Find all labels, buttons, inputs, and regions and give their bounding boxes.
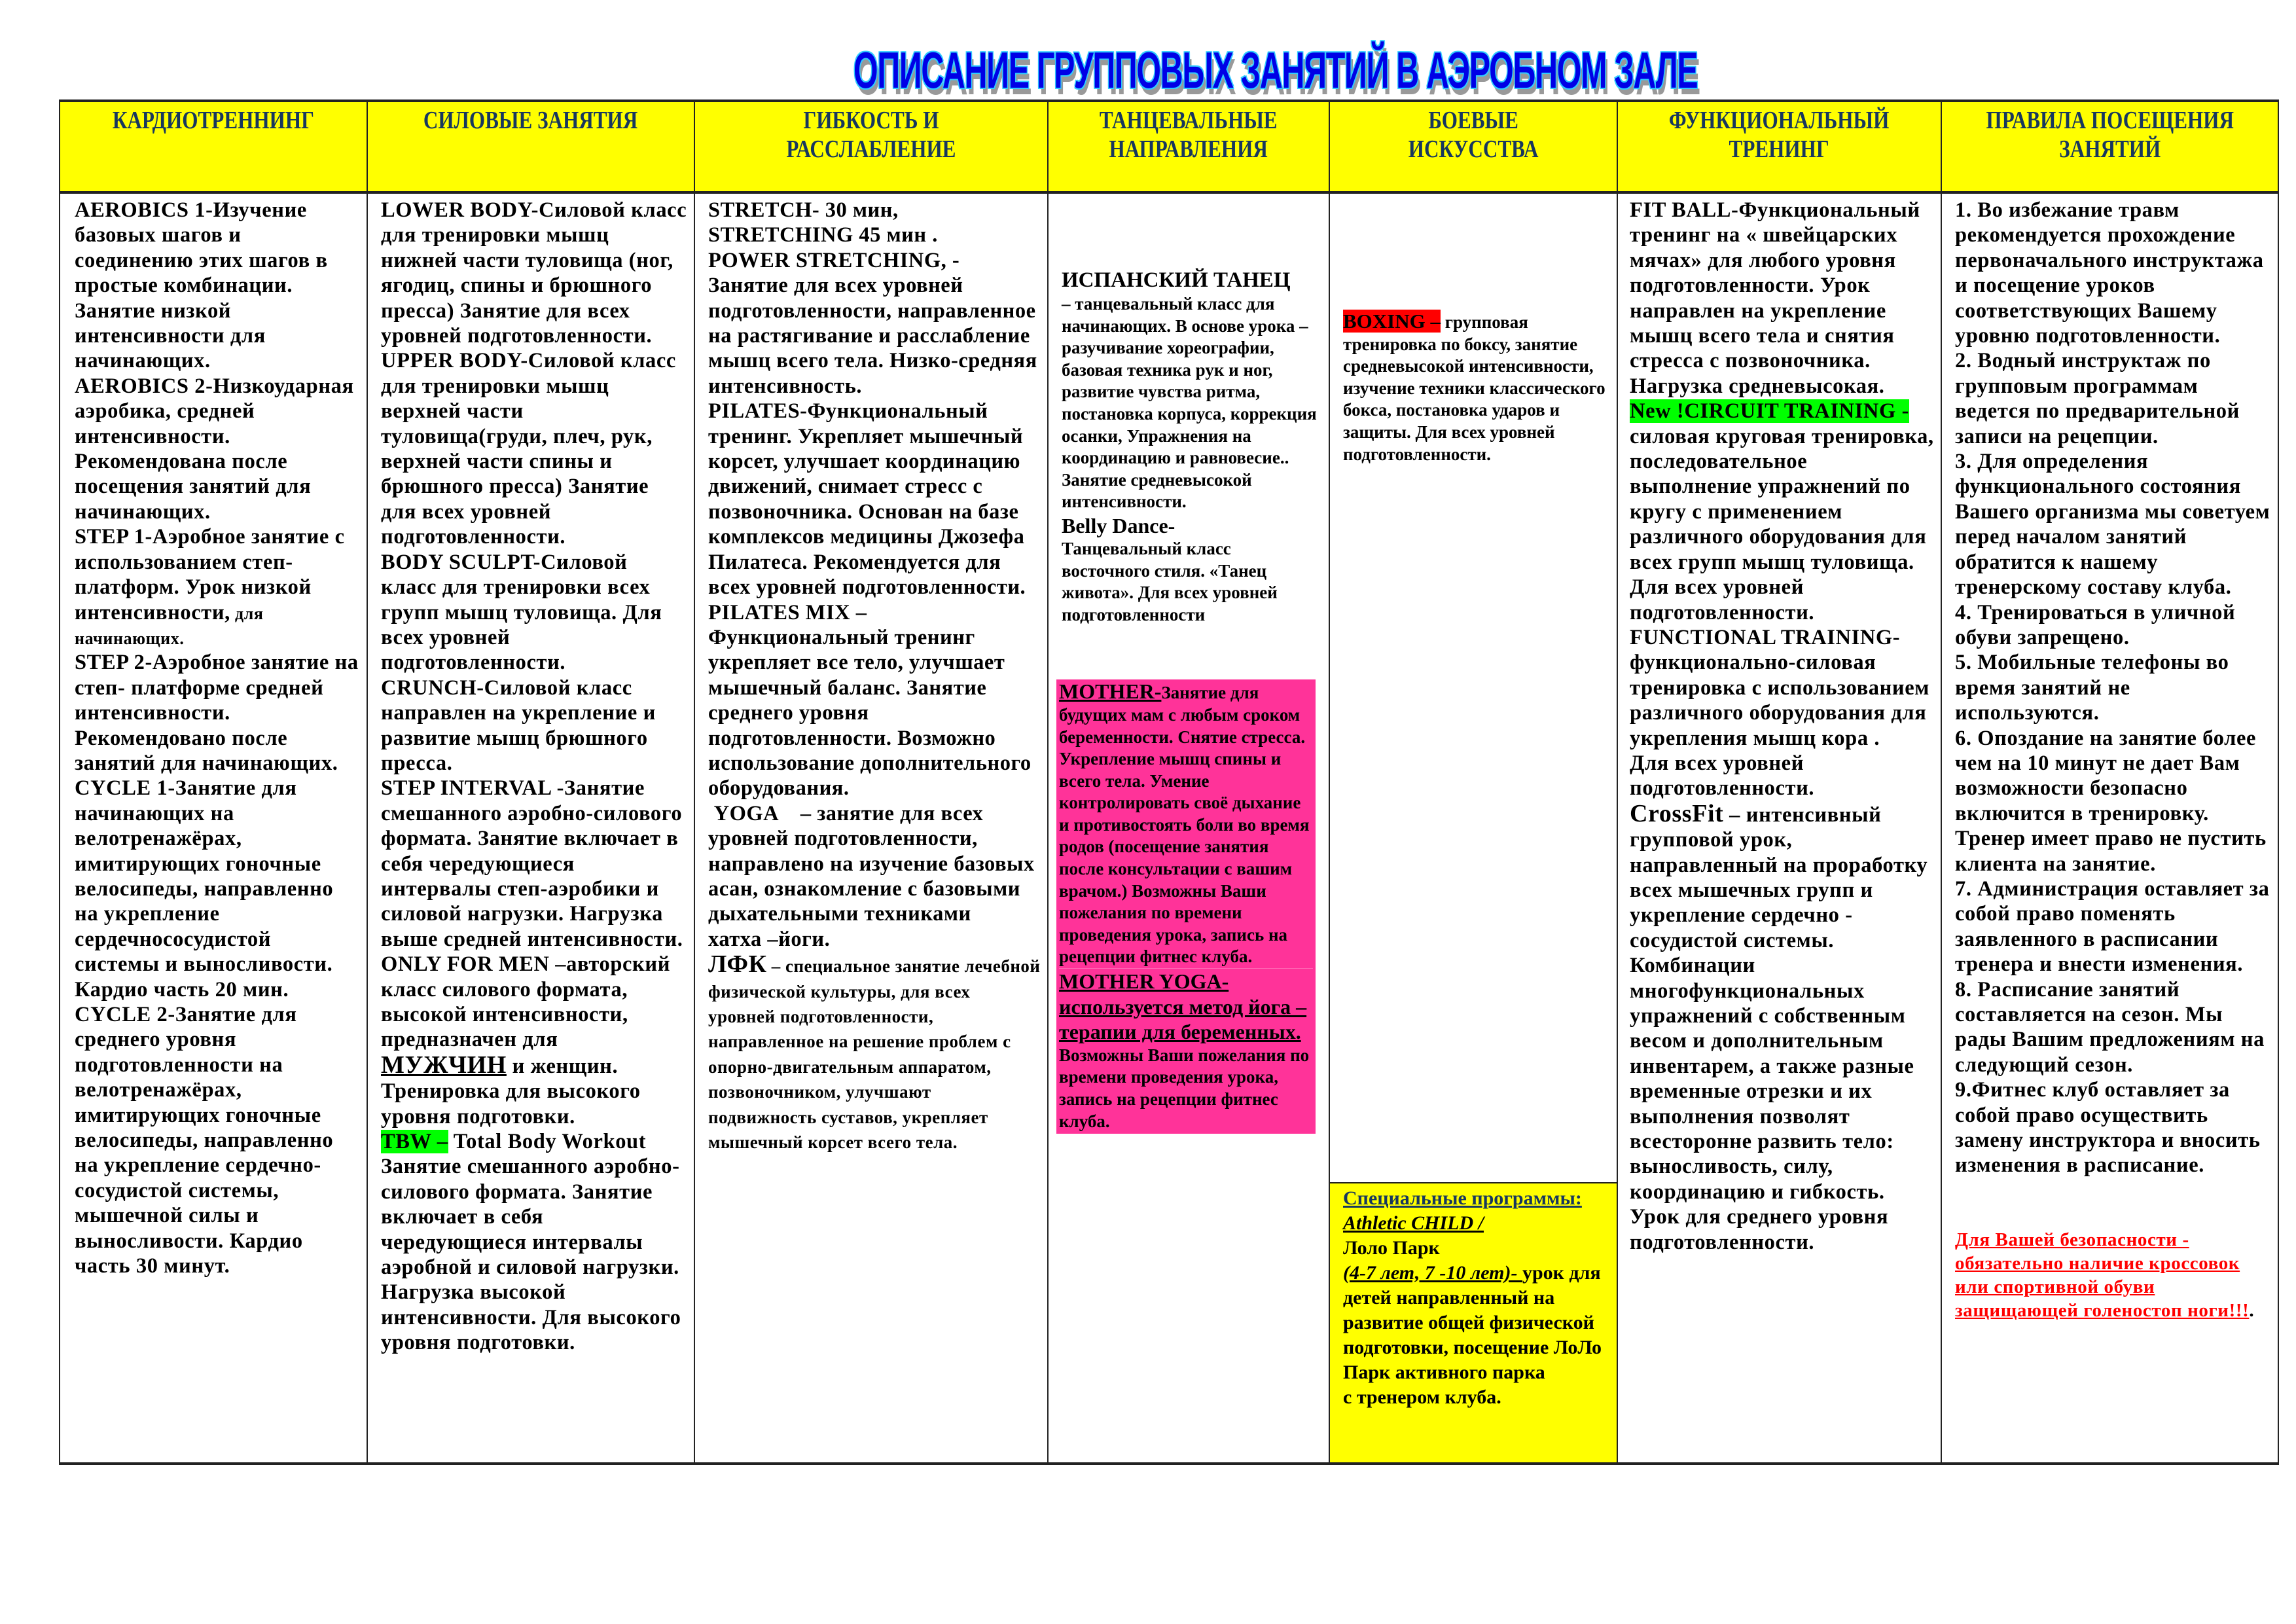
class-crunch: CRUNCH-Силовой класс направлен на укрепление и развитие мышц брюшного пресса. xyxy=(381,676,656,775)
special-programs-box xyxy=(1330,1182,1617,1462)
mother-classes-block xyxy=(1056,679,1316,1134)
cardio-cell xyxy=(60,192,367,1464)
rule-item: 4. Тренироваться в уличной обуви запрещено. xyxy=(1955,600,2236,649)
class-upper-body: UPPER BODY-Силовой класс для тренировки мышц верхней части туловища(груди, плеч, рук, верхней части спины и брюшного пресса) Занятие для всех уровней подготовленности. xyxy=(381,349,676,549)
rules-list xyxy=(1942,194,2278,1322)
class-pilates: PILATES-Функциональный тренинг. Укрепляет мышечный корсет, улучшает координацию движений, снимает стресс с позвоночника. Основан на базе комплексов медицины Джозефа Пилатеса. Рекомендуется для всех уровней подготовленности. xyxy=(708,399,1026,600)
special-programs-title: Специальные программы: xyxy=(1343,1187,1582,1209)
class-aerobics-1: AEROBICS 1-Изучение базовых шагов и соединению этих шагов в простые комбинации. Занятие низкой интенсивности для начинающих. xyxy=(75,198,328,373)
class-mother-yoga: MOTHER YOGA- используется метод йога –терапии для беременных. Возможны Ваши пожелания по времени проведения урока, запись на рецепции фитнес клуба. xyxy=(1059,969,1310,1131)
dance-cell xyxy=(1048,192,1329,1464)
strength-cell xyxy=(367,192,694,1464)
boxing-highlight: BOXING – xyxy=(1343,310,1441,333)
class-crossfit: CrossFit – интенсивный групповой урок, направленный на проработку всех мышечных групп и укрепление сердечно - сосудистой системы. Комбинации многофункциональных упражнений с собственным весом и дополнительным инвентарем, а также разные временные отрезки и их выполнения позволят всесторонне развить тело: выносливость, силу, координацию и гибкость. Урок для среднего уровня подготовленности. xyxy=(1630,799,1928,1254)
class-aerobics-2: AEROBICS 2-Низкоударная аэробика, средней интенсивности. Рекомендована после посещения занятий для начинающих. xyxy=(75,374,354,524)
rule-item: 9.Фитнес клуб оставляет за собой право осуществить замену инструктора и вносить изменения в расписание. xyxy=(1955,1078,2261,1178)
rule-item: 6. Опоздание на занятие более чем на 10 минут не дает Вам возможности безопасно включится в тренировку. Тренер имеет право не пустить клиента на занятие. xyxy=(1955,726,2267,876)
safety-warning: Для Вашей безопасности - обязательно наличие кроссовок или спортивной обуви защищающей голеностоп ноги!!!. xyxy=(1955,1229,2255,1321)
class-only-for-men-level: Тренировка для высокого уровня подготовки. xyxy=(381,1079,641,1128)
class-circuit-training-level: Для всех уровней подготовленности. xyxy=(1630,575,1815,624)
rule-item: 8. Расписание занятий составляется на сезон. Мы рады Вашим предложениям на следующий сезон. xyxy=(1955,977,2265,1077)
circuit-training-highlight: New !CIRCUIT TRAINING - xyxy=(1630,399,1910,424)
header-functional: ФУНКЦИОНАЛЬНЫЙ ТРЕНИНГ xyxy=(1617,101,1941,192)
special-program-tail: с тренером клуба. xyxy=(1343,1386,1501,1408)
class-boxing: BOXING – групповая тренировка по боксу, занятие средневысокой интенсивности, изучение техники классического бокса, постановка ударов и защиты. Для всех уровней подготовленности. xyxy=(1343,310,1605,464)
class-body-sculpt: BODY SCULPT-Силовой класс для тренировки всех групп мышц туловища. Для всех уровней подготовленности. xyxy=(381,550,662,675)
class-stretching: STRETCHING 45 мин . xyxy=(708,223,938,247)
class-tbw-description: Занятие смешанного аэробно-силового формата. Занятие включает в себя чередующиеся интервалы аэробной и силовой нагрузки. Нагрузка высокой интенсивности. Для высокого уровня подготовки. xyxy=(381,1155,681,1355)
functional-cell xyxy=(1617,192,1941,1464)
header-rules: ПРАВИЛА ПОСЕЩЕНИЯ ЗАНЯТИЙ xyxy=(1941,101,2278,192)
rule-item: 3. Для определения функционального состояния Вашего организма мы советуем перед началом занятий обратится к нашему тренерскому составу клуба. xyxy=(1955,450,2270,600)
class-cycle-1: CYCLE 1-Занятие для начинающих на велотренажёрах, имитирующих гоночные велосипеды, направленно на укрепление сердечнососудистой системы и выносливости. Кардио часть 20 мин. xyxy=(75,776,334,1001)
header-cardio: КАРДИОТРЕННИНГ xyxy=(60,101,367,192)
class-cycle-2: CYCLE 2-Занятие для среднего уровня подготовленности на велотренажёрах, имитирующих гоночные велосипеды, направленно на укрепление сердечно-сосудистой системы, мышечной силы и выносливости. Кардио часть 30 минут. xyxy=(75,1003,334,1278)
class-step-1: STEP 1-Аэробное занятие с использованием степ-платформ. Урок низкой интенсивности, для начинающих. xyxy=(75,525,345,648)
class-yoga: YOGA – занятие для всех уровней подготовленности, направлено на изучение базовых асан, ознакомление с базовыми дыхательными техниками хатха –йоги. xyxy=(708,801,1041,951)
class-fit-ball: FIT BALL-Функциональный тренинг на « швейцарских мячах» для любого уровня подготовленности. Урок направлен на укрепление мышц всего тела и снятия стресса с позвоночника. Нагрузка средневысокая. xyxy=(1630,198,1920,398)
class-step-interval: STEP INTERVAL -Занятие смешанного аэробно-силового формата. Занятие включает в себя чередующиеся интервалы степ-аэробики и силовой нагрузки. Нагрузка выше средней интенсивности. xyxy=(381,776,683,951)
class-step-2: STEP 2-Аэробное занятие на степ- платформе средней интенсивности. Рекомендовано после занятий для начинающих. xyxy=(75,651,359,775)
rule-item: 1. Во избежание травм рекомендуется прохождение первоначального инструктажа и посещение уроков соответствующих Вашему уровню подготовленности. xyxy=(1955,198,2264,348)
page-title: ОПИСАНИЕ ГРУППОВЫХ ЗАНЯТИЙ В АЭРОБНОМ ЗАЛЕ xyxy=(853,41,1698,99)
flexibility-cell xyxy=(694,192,1048,1464)
class-belly-dance: Belly Dance- Танцевальный класс восточного стиля. «Танец живота». Для всех уровней подготовленности xyxy=(1062,513,1278,624)
martial-arts-cell xyxy=(1329,192,1617,1464)
header-row xyxy=(60,101,2278,192)
tbw-highlight: TBW – xyxy=(381,1130,448,1154)
classes-table xyxy=(59,99,2279,1465)
class-spanish-dance: ИСПАНСКИЙ ТАНЕЦ – танцевальный класс для начинающих. В основе урока – разучивание хореографии, базовая техника рук и ног, развитие чувства ритма, постановка корпуса, коррекция осанки, Упражнения на координацию и равновесие.. Занятие средневысокой интенсивности. xyxy=(1062,268,1317,512)
header-dance: ТАНЦЕВАЛЬНЫЕ НАПРАВЛЕНИЯ xyxy=(1048,101,1329,192)
rule-item: 7. Администрация оставляет за собой право поменять заявленного в расписании тренера и внести изменения. xyxy=(1955,876,2270,977)
class-pilates-mix: PILATES MIX – Функциональный тренинг укрепляет все тело, улучшает мышечный баланс. Занятие среднего уровня подготовленности. Возможно использование дополнительного оборудования. xyxy=(708,600,1031,801)
rules-cell xyxy=(1941,192,2278,1464)
class-only-for-men: ONLY FOR MEN –авторский класс силового формата, высокой интенсивности, предназначен для МУЖЧИН и женщин. xyxy=(381,952,671,1079)
content-row xyxy=(60,192,2278,1464)
rule-item: 5. Мобильные телефоны во время занятий не используются. xyxy=(1955,651,2229,725)
header-strength: СИЛОВЫЕ ЗАНЯТИЯ xyxy=(367,101,694,192)
header-martial-arts: БОЕВЫЕ ИСКУССТВА xyxy=(1329,101,1617,192)
class-tbw: TBW – Total Body Workout xyxy=(381,1130,647,1154)
athletic-child-label: Athletic CHILD / xyxy=(1343,1212,1484,1234)
class-functional-training: FUNCTIONAL TRAINING- функционально-силовая тренировка с использованием различного оборудования для укрепления мышц кора . xyxy=(1630,625,1929,750)
class-lfk: ЛФК – специальное занятие лечебной физической культуры, для всех уровней подготовленности, направленное на решение проблем с опорно-двигательным аппаратом, позвоночником, улучшают подвижность суставов, укрепляет мышечный корсет всего тела. xyxy=(708,950,1041,1153)
class-lower-body: LOWER BODY-Силовой класс для тренировки мышц нижней части туловища (ног, ягодиц, спины и брюшного пресса) Занятие для всех уровней подготовленности. xyxy=(381,198,687,348)
class-circuit-training: New !CIRCUIT TRAINING - силовая круговая тренировка, последовательное выполнение упражнений по кругу с применением различного оборудования для всех групп мышц туловища. xyxy=(1630,399,1934,574)
rule-item: 2. Водный инструктаж по групповым программам ведется по предварительной записи на рецепции. xyxy=(1955,349,2240,448)
special-program-description: (4-7 лет, 7 -10 лет)- урок для детей направленный на развитие общей физической подготовки, посещение ЛоЛо Парк активного парка xyxy=(1343,1262,1602,1383)
class-power-stretching: POWER STRETCHING, - Занятие для всех уровней подготовленности, направленное на растягивание и расслабление мышц всего тела. Низко-средняя интенсивность. xyxy=(708,248,1037,398)
header-flexibility: ГИБКОСТЬ И РАССЛАБЛЕНИЕ xyxy=(694,101,1048,192)
class-mother: MOTHER-Занятие для будущих мам с любым сроком беременности. Снятие стресса. Укрепление мышц спины и всего тела. Умение контролировать своё дыхание и противостоять боли во время родов (посещение занятия после консультации с вашим врачом.) Возможны Ваши пожелания по времени проведения урока, запись на рецепции фитнес клуба. xyxy=(1059,681,1313,969)
class-stretch: STRETCH- 30 мин, xyxy=(708,198,899,222)
lolo-park-label: Лоло Парк xyxy=(1343,1237,1440,1259)
class-functional-training-level: Для всех уровней подготовленности. xyxy=(1630,751,1815,801)
